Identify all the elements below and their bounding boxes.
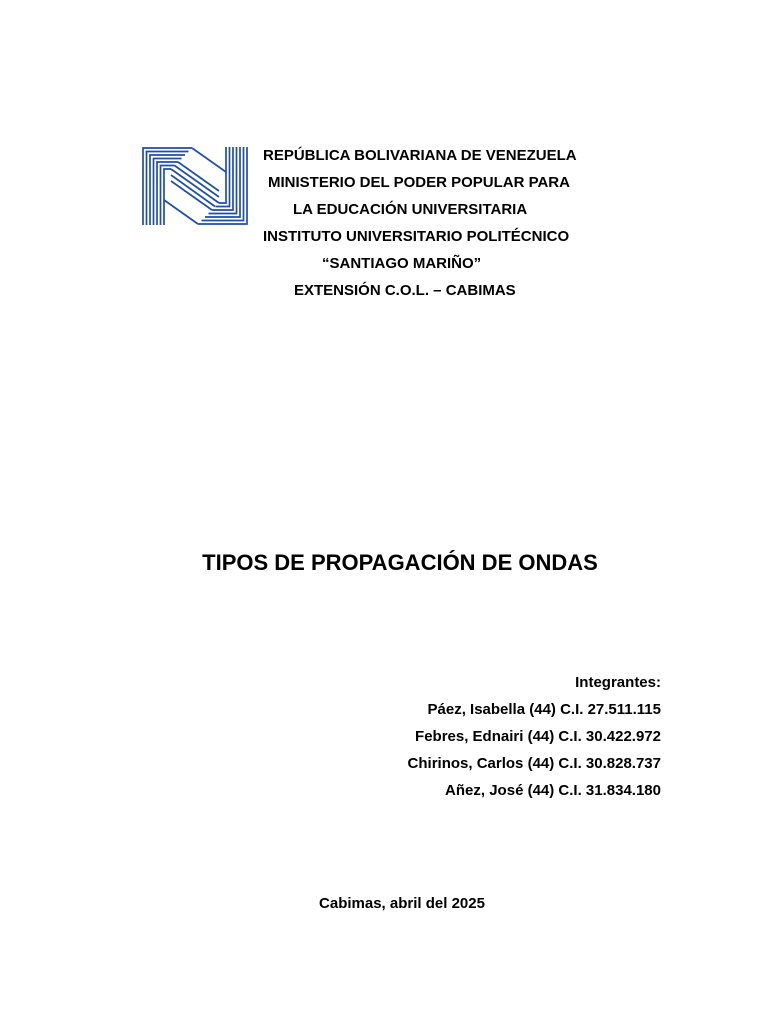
header-line-extension: EXTENSIÓN C.O.L. – CABIMAS [294,282,516,299]
iupsm-logo-icon [142,147,248,225]
header-line-republic: REPÚBLICA BOLIVARIANA DE VENEZUELA [263,147,577,164]
place-date: Cabimas, abril del 2025 [319,895,485,912]
header-line-education: LA EDUCACIÓN UNIVERSITARIA [293,201,528,218]
header-line-institute: INSTITUTO UNIVERSITARIO POLITÉCNICO [263,228,570,245]
member-item: Febres, Ednairi (44) C.I. 30.422.972 [415,728,661,745]
header-line-ministry: MINISTERIO DEL PODER POPULAR PARA [268,174,570,191]
document-title: TIPOS DE PROPAGACIÓN DE ONDAS [202,550,598,575]
members-label: Integrantes: [575,674,661,691]
member-item: Añez, José (44) C.I. 31.834.180 [445,782,661,799]
members-block [408,669,661,804]
member-item: Páez, Isabella (44) C.I. 27.511.115 [427,701,661,718]
member-item: Chirinos, Carlos (44) C.I. 30.828.737 [407,755,661,772]
header-line-institute-name: “SANTIAGO MARIÑO” [322,255,482,272]
